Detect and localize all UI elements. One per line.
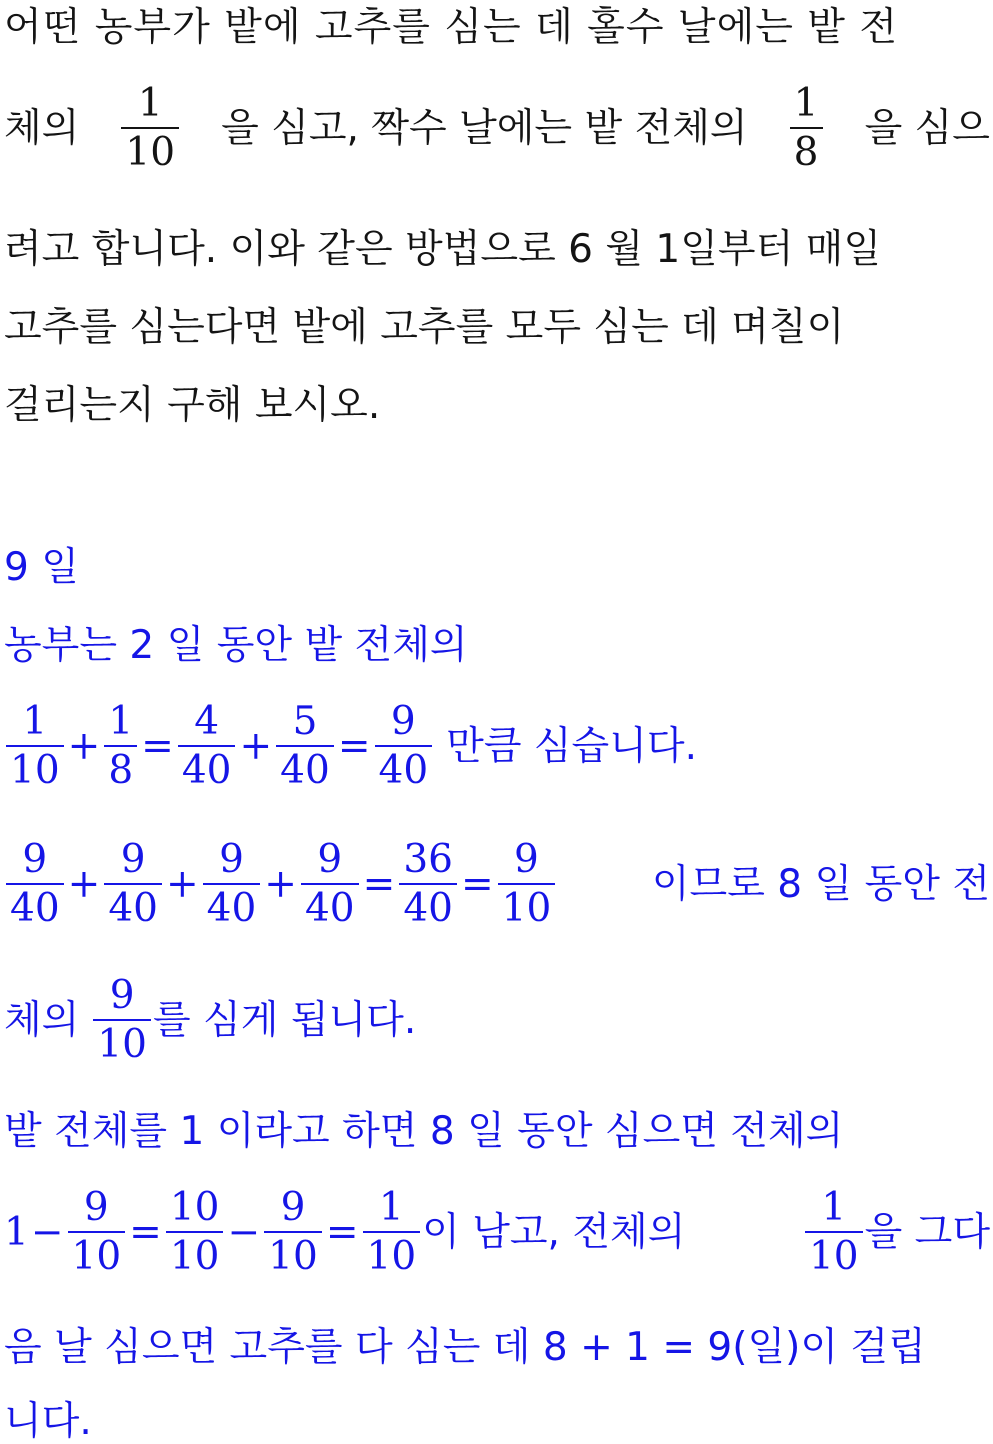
fraction xyxy=(6,837,64,931)
operator: + xyxy=(264,861,297,907)
fraction xyxy=(68,1185,126,1279)
answer-step-2b xyxy=(4,973,417,1067)
fraction xyxy=(104,699,137,793)
numerator: 1 xyxy=(137,81,163,126)
denominator: 10 xyxy=(97,1022,147,1067)
denominator: 40 xyxy=(280,748,330,793)
answer-step-1-equation xyxy=(4,699,697,793)
answer-step-3-text xyxy=(4,1109,844,1154)
denominator: 10 xyxy=(501,886,552,931)
denominator: 40 xyxy=(206,886,257,931)
denominator: 40 xyxy=(181,748,232,793)
operator: + xyxy=(67,861,101,907)
operator: = xyxy=(362,861,396,907)
denominator: 10 xyxy=(169,1234,220,1279)
answer-step-3-equation xyxy=(4,1185,990,1279)
fraction xyxy=(6,699,64,793)
question-text: 어떤 농부가 밭에 고추를 심는 데 홀수 날에는 밭 전 xyxy=(4,5,899,50)
question-text: 을 심고, 짝수 날에는 밭 전체의 xyxy=(221,105,748,151)
numerator: 9 xyxy=(83,1185,109,1230)
numerator: 36 xyxy=(403,837,453,882)
fraction xyxy=(104,837,162,931)
numerator: 5 xyxy=(292,699,318,744)
numerator: 1 xyxy=(378,1185,404,1230)
denominator: 10 xyxy=(71,1234,122,1279)
fraction xyxy=(166,1185,224,1279)
operator: + xyxy=(239,723,273,769)
answer-step-2-equation xyxy=(4,837,990,931)
numerator: 9 xyxy=(109,973,135,1018)
answer-text: 체의 xyxy=(4,997,80,1043)
question-text: 을 심으 xyxy=(864,105,990,151)
numerator: 9 xyxy=(317,837,343,882)
question-text: 체의 xyxy=(4,105,80,151)
question-line-2 xyxy=(4,81,990,175)
answer-text: 이므로 8 일 동안 전 xyxy=(651,861,990,907)
question-line-5 xyxy=(4,383,381,428)
fraction xyxy=(178,699,236,793)
operator: − xyxy=(30,1209,64,1255)
answer-text: 을 그다 xyxy=(864,1209,990,1255)
denominator: 10 xyxy=(268,1234,318,1279)
numerator: 10 xyxy=(169,1185,220,1230)
fraction xyxy=(790,81,823,175)
fraction xyxy=(301,837,359,931)
fraction xyxy=(498,837,556,931)
question-line-1 xyxy=(4,5,988,50)
operator: − xyxy=(227,1209,261,1255)
denominator: 40 xyxy=(10,886,60,931)
question-text: 걸리는지 구해 보시오. xyxy=(4,383,381,428)
question-text: 려고 합니다. 이와 같은 방법으로 6 월 1일부터 매일 xyxy=(4,227,882,272)
answer-step-4b xyxy=(4,1399,92,1444)
numerator: 1 xyxy=(821,1185,847,1230)
answer-text: 만큼 심습니다. xyxy=(446,723,697,769)
fraction xyxy=(93,973,151,1067)
denominator: 8 xyxy=(793,130,819,175)
fraction xyxy=(276,699,334,793)
numerator: 4 xyxy=(194,699,220,744)
operator: = xyxy=(129,1209,162,1255)
numerator: 9 xyxy=(120,837,146,882)
answer-step-1-text xyxy=(4,623,468,668)
fraction xyxy=(375,699,433,793)
numerator: 1 xyxy=(108,699,134,744)
fraction xyxy=(399,837,457,931)
fraction xyxy=(121,81,179,175)
denominator: 10 xyxy=(366,1234,417,1279)
answer-text: 음 날 심으면 고추를 다 심는 데 8 + 1 = 9(일)이 걸립 xyxy=(4,1325,926,1370)
denominator: 40 xyxy=(304,886,355,931)
operator: + xyxy=(67,723,101,769)
question-line-4 xyxy=(4,305,974,350)
denominator: 40 xyxy=(108,886,158,931)
denominator: 8 xyxy=(108,748,134,793)
denominator: 10 xyxy=(10,748,60,793)
answer-text: 니다. xyxy=(4,1399,92,1444)
operator: = xyxy=(460,861,494,907)
denominator: 10 xyxy=(125,130,176,175)
numerator: 9 xyxy=(390,699,416,744)
operator: + xyxy=(165,861,199,907)
answer-text: 이 남고, 전체의 xyxy=(422,1209,686,1255)
numerator: 9 xyxy=(514,837,539,882)
answer-text: 를 심게 됩니다. xyxy=(153,997,417,1043)
denominator: 40 xyxy=(403,886,453,931)
answer-text: 농부는 2 일 동안 밭 전체의 xyxy=(4,623,468,668)
denominator: 10 xyxy=(808,1234,859,1279)
question-text: 고추를 심는다면 밭에 고추를 모두 심는 데 며칠이 xyxy=(4,305,845,350)
fraction xyxy=(264,1185,322,1279)
number: 1 xyxy=(4,1209,29,1255)
numerator: 1 xyxy=(793,81,819,126)
answer-step-4 xyxy=(4,1325,988,1370)
numerator: 9 xyxy=(219,837,244,882)
numerator: 9 xyxy=(22,837,48,882)
denominator: 40 xyxy=(378,748,429,793)
operator: = xyxy=(325,1209,359,1255)
operator: = xyxy=(337,723,371,769)
fraction xyxy=(805,1185,863,1279)
fraction xyxy=(363,1185,421,1279)
numerator: 9 xyxy=(280,1185,306,1230)
numerator: 1 xyxy=(22,699,48,744)
operator: = xyxy=(141,723,174,769)
fraction xyxy=(203,837,261,931)
answer-text: 9 일 xyxy=(4,545,79,590)
question-line-3 xyxy=(4,227,988,272)
answer-result xyxy=(4,545,79,590)
answer-text: 밭 전체를 1 이라고 하면 8 일 동안 심으면 전체의 xyxy=(4,1109,844,1154)
